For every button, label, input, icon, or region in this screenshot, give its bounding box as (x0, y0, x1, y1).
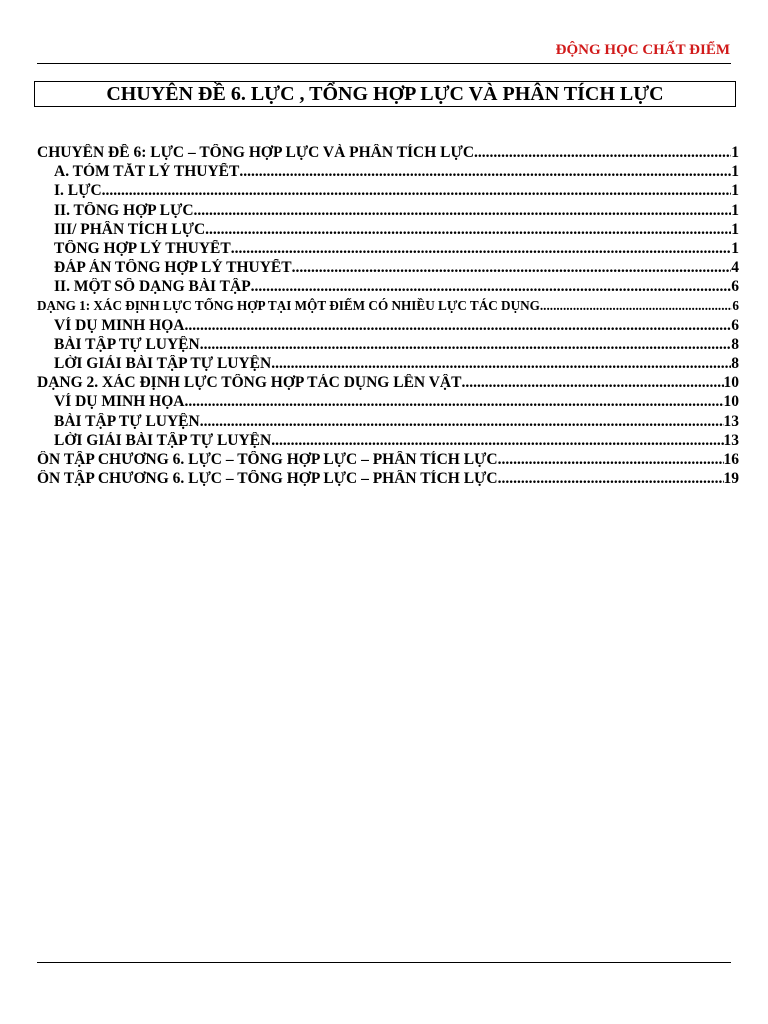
toc-entry[interactable] (37, 144, 739, 163)
toc-entry-label: CHUYÊN ĐỀ 6: LỰC – TỔNG HỢP LỰC VÀ PHÂN TÍCH LỰC (37, 144, 475, 161)
toc-entry-label: ÔN TẬP CHƯƠNG 6. LỰC – TỔNG HỢP LỰC – PHÂN TÍCH LỰC (37, 451, 498, 468)
toc-entry[interactable] (37, 221, 739, 240)
toc-leader-dots (251, 278, 732, 296)
toc-entry[interactable] (37, 374, 739, 393)
toc-entry-page: 16 (723, 451, 739, 468)
toc-leader-dots (184, 393, 723, 411)
toc-entry-label: LỜI GIẢI BÀI TẬP TỰ LUYỆN (54, 431, 272, 449)
toc-entry[interactable] (37, 278, 739, 297)
toc-entry-page: 1 (731, 163, 739, 181)
title-box (34, 81, 736, 107)
toc-entry-label: BÀI TẬP TỰ LUYỆN (54, 412, 200, 430)
toc-entry-label: LỜI GIẢI BÀI TẬP TỰ LUYỆN (54, 355, 272, 373)
toc-entry-label: ÔN TẬP CHƯƠNG 6. LỰC – TỔNG HỢP LỰC – PHÂN TÍCH LỰC (37, 470, 498, 488)
toc-entry-label: II. MỘT SỐ DẠNG BÀI TẬP (54, 278, 251, 296)
toc-leader-dots (184, 317, 731, 335)
toc-leader-dots (292, 259, 732, 277)
toc-leader-dots (540, 298, 733, 314)
toc-entry-page: 19 (723, 470, 739, 488)
toc-entry-label: A. TÓM TẮT LÝ THUYẾT (54, 163, 240, 181)
toc-leader-dots (200, 336, 732, 354)
toc-entry[interactable] (37, 393, 739, 412)
toc-leader-dots (271, 432, 723, 450)
toc-entry[interactable] (37, 355, 739, 374)
toc-entry-page: 6 (731, 278, 739, 296)
toc-leader-dots (461, 374, 723, 392)
toc-leader-dots (498, 470, 724, 488)
toc-entry-page: 1 (731, 220, 739, 238)
toc-entry-label: III/ PHÂN TÍCH LỰC (54, 220, 206, 238)
toc-entry-page: 1 (731, 201, 739, 219)
toc-entry-label: TỔNG HỢP LÝ THUYẾT (54, 239, 231, 257)
toc-entry-page: 4 (731, 259, 739, 277)
toc-entry-label: ĐÁP ÁN TỔNG HỢP LÝ THUYẾT (54, 259, 292, 277)
toc-entry[interactable] (37, 451, 739, 470)
toc-entry[interactable] (37, 202, 739, 221)
toc-entry-page: 13 (723, 431, 739, 449)
toc-leader-dots (239, 163, 731, 181)
toc-leader-dots (194, 202, 732, 220)
toc-entry[interactable] (37, 317, 739, 336)
toc-leader-dots (205, 221, 731, 239)
toc-entry-label: I. LỰC (54, 182, 102, 200)
toc-entry-label: DẠNG 1: XÁC ĐỊNH LỰC TỔNG HỢP TẠI MỘT ĐIỂM CÓ NHIỀU LỰC TÁC DỤNG (37, 297, 540, 313)
toc-entry-page: 13 (723, 412, 739, 430)
toc-entry-page: 10 (723, 374, 739, 392)
toc-entry[interactable] (37, 470, 739, 489)
document-title: CHUYÊN ĐỀ 6. LỰC , TỔNG HỢP LỰC VÀ PHÂN TÍCH LỰC (106, 82, 664, 105)
toc-leader-dots (498, 451, 724, 469)
toc-leader-dots (200, 413, 724, 431)
toc-entry-page: 10 (723, 393, 739, 411)
table-of-contents (37, 144, 739, 489)
header-divider (37, 63, 731, 64)
toc-entry-label: VÍ DỤ MINH HỌA (54, 316, 185, 334)
toc-entry[interactable] (37, 336, 739, 355)
toc-entry-page: 8 (731, 335, 739, 353)
toc-entry-page: 6 (732, 297, 739, 313)
toc-entry-page: 1 (731, 239, 739, 257)
toc-leader-dots (271, 355, 731, 373)
toc-entry-page: 1 (731, 182, 739, 200)
toc-entry[interactable] (37, 259, 739, 278)
toc-entry-page: 8 (731, 355, 739, 373)
toc-entry-label: DẠNG 2. XÁC ĐỊNH LỰC TỔNG HỢP TÁC DỤNG LÊN VẬT (37, 374, 462, 392)
toc-entry[interactable] (37, 182, 739, 201)
toc-entry[interactable] (37, 413, 739, 432)
toc-leader-dots (474, 144, 731, 162)
toc-entry-label: II. TỔNG HỢP LỰC (54, 201, 194, 219)
toc-entry[interactable] (37, 163, 739, 182)
toc-entry-label: VÍ DỤ MINH HỌA (54, 393, 185, 411)
toc-entry-label: BÀI TẬP TỰ LUYỆN (54, 335, 200, 353)
toc-leader-dots (231, 240, 732, 258)
toc-entry[interactable] (37, 432, 739, 451)
running-header-title: ĐỘNG HỌC CHẤT ĐIỂM (555, 42, 730, 58)
toc-entry-page: 6 (731, 316, 739, 334)
toc-leader-dots (102, 182, 732, 200)
toc-entry[interactable] (37, 298, 739, 317)
toc-entry-page: 1 (731, 144, 739, 161)
toc-entry[interactable] (37, 240, 739, 259)
footer-divider (37, 962, 731, 963)
